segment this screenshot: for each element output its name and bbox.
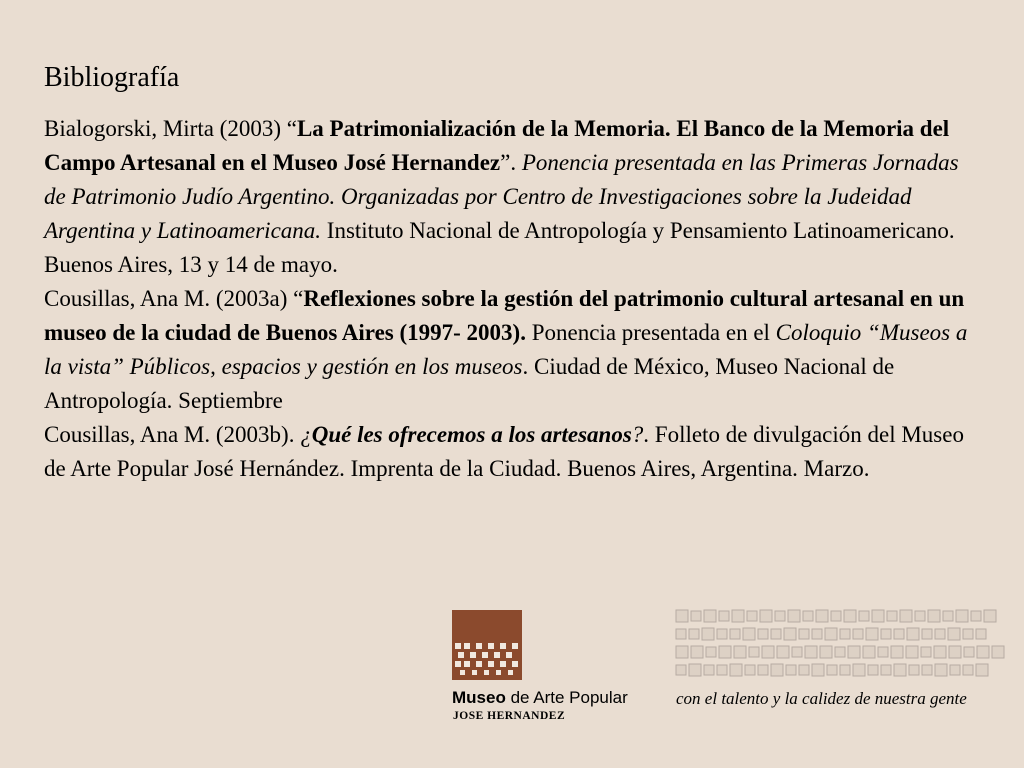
pattern-square [812, 629, 822, 639]
pattern-square [915, 611, 925, 621]
bibliography-entry-2 [44, 282, 979, 418]
pattern-square [963, 665, 973, 675]
pattern-square [853, 629, 863, 639]
pattern-square [881, 665, 891, 675]
museum-name-strong: Museo [452, 688, 506, 707]
pattern-square [950, 665, 960, 675]
bibliography-entry-1 [44, 112, 979, 282]
pattern-square [786, 665, 796, 675]
pattern-square [777, 646, 789, 658]
pattern-square [704, 665, 714, 675]
pattern-square [760, 610, 772, 622]
woven-pattern-icon [452, 610, 522, 680]
entry-text: . Ciudad de México, Museo Nacional de Antropología. Septiembre [44, 354, 895, 413]
entry-title: Reflexiones sobre la gestión del patrimonio cultural artesanal en un museo de la ciudad de Buenos Aires (1997- 2003). [44, 286, 965, 345]
pattern-square [691, 646, 703, 658]
pattern-square [732, 610, 744, 622]
entry-title: Qué les ofrecemos a los artesanos [311, 422, 632, 447]
entry-text: . Folleto de divulgación del Museo de Arte Popular José Hernández. Imprenta de la Ciudad. Buenos Aires, Argentina. Marzo. [44, 422, 964, 481]
pattern-square [964, 647, 974, 657]
pattern-square [909, 665, 919, 675]
pattern-square [922, 629, 932, 639]
pattern-square [827, 665, 837, 675]
pattern-square [963, 629, 973, 639]
pattern-square [878, 647, 888, 657]
pattern-square [762, 646, 774, 658]
pattern-square [719, 611, 729, 621]
museum-subtitle: JOSE HERNANDEZ [453, 710, 566, 722]
pattern-square [825, 628, 837, 640]
pattern-square [730, 629, 740, 639]
pattern-square [749, 647, 759, 657]
pattern-square [689, 629, 699, 639]
pattern-square [758, 665, 768, 675]
pattern-square [799, 665, 809, 675]
pattern-square [992, 646, 1004, 658]
entry-title-suffix: ? [631, 422, 644, 447]
entry-text: Instituto Nacional de Antropología y Pensamiento Latinoamericano. Buenos Aires, 13 y 14 de mayo. [44, 218, 955, 277]
pattern-square [717, 629, 727, 639]
entry-title: La Patrimonialización de la Memoria. El Banco de la Memoria del Campo Artesanal en el Museo José Hernandez [44, 116, 950, 175]
pattern-square [887, 611, 897, 621]
pattern-square [984, 610, 996, 622]
pattern-square [934, 646, 946, 658]
pattern-square [971, 611, 981, 621]
pattern-square [872, 610, 884, 622]
pattern-square [745, 665, 755, 675]
page-title: Bibliografía [44, 62, 180, 93]
pattern-square [717, 665, 727, 675]
pattern-square [949, 646, 961, 658]
pattern-square [853, 664, 865, 676]
tagline: con el talento y la calidez de nuestra gente [676, 689, 967, 708]
pattern-square [956, 610, 968, 622]
pattern-square [719, 646, 731, 658]
pattern-square [799, 629, 809, 639]
pattern-square [921, 647, 931, 657]
entry-venue: Coloquio “Museos a la vista” Públicos, espacios y gestión en los museos [44, 320, 968, 379]
pattern-square [859, 611, 869, 621]
entry-venue: Ponencia presentada en las Primeras Jornadas de Patrimonio Judío Argentino. Organizadas por Centro de Investigaciones sobre la Judeidad Argentina y Latinoamericana. [44, 150, 959, 243]
pattern-square [868, 665, 878, 675]
pattern-square [816, 610, 828, 622]
pattern-square [844, 610, 856, 622]
pattern-square [784, 628, 796, 640]
entry-text: Ponencia presentada en el [525, 320, 776, 345]
pattern-square [788, 610, 800, 622]
entry-author: Bialogorski, Mirta (2003) “ [44, 116, 297, 141]
pattern-square [820, 646, 832, 658]
pattern-square [775, 611, 785, 621]
pattern-square [676, 665, 686, 675]
pattern-square [758, 629, 768, 639]
pattern-square [835, 647, 845, 657]
pattern-square [676, 610, 688, 622]
pattern-square [935, 664, 947, 676]
pattern-square [922, 665, 932, 675]
decorative-squares-pattern [674, 608, 1024, 678]
pattern-square [676, 629, 686, 639]
pattern-square [894, 664, 906, 676]
museum-name [452, 688, 628, 708]
pattern-square [977, 646, 989, 658]
pattern-square [706, 647, 716, 657]
pattern-square [803, 611, 813, 621]
pattern-square [730, 664, 742, 676]
pattern-square [702, 628, 714, 640]
pattern-square [676, 646, 688, 658]
pattern-square [907, 628, 919, 640]
pattern-square [831, 611, 841, 621]
pattern-square [840, 629, 850, 639]
pattern-square [894, 629, 904, 639]
entry-author: Cousillas, Ana M. (2003b). [44, 422, 301, 447]
pattern-square [747, 611, 757, 621]
pattern-square [935, 629, 945, 639]
pattern-square [891, 646, 903, 658]
pattern-square [943, 611, 953, 621]
pattern-square [812, 664, 824, 676]
pattern-square [743, 628, 755, 640]
bibliography-entry-3 [44, 418, 979, 486]
pattern-square [848, 646, 860, 658]
entry-text: ”. [500, 150, 522, 175]
bibliography-list [44, 112, 979, 486]
pattern-square [866, 628, 878, 640]
pattern-square [976, 664, 988, 676]
museum-logo [452, 610, 652, 730]
entry-author: Cousillas, Ana M. (2003a) “ [44, 286, 304, 311]
pattern-square [689, 664, 701, 676]
museum-name-rest: de Arte Popular [505, 688, 628, 707]
entry-title-prefix: ¿ [300, 422, 312, 447]
pattern-square [771, 664, 783, 676]
pattern-square [881, 629, 891, 639]
pattern-square [734, 646, 746, 658]
pattern-square [948, 628, 960, 640]
museum-logo-mark [452, 610, 522, 680]
pattern-square [805, 646, 817, 658]
pattern-square [792, 647, 802, 657]
pattern-square [704, 610, 716, 622]
pattern-square [900, 610, 912, 622]
pattern-square [863, 646, 875, 658]
pattern-square [840, 665, 850, 675]
pattern-square [771, 629, 781, 639]
pattern-square [928, 610, 940, 622]
pattern-square [691, 611, 701, 621]
pattern-square [906, 646, 918, 658]
pattern-square [976, 629, 986, 639]
